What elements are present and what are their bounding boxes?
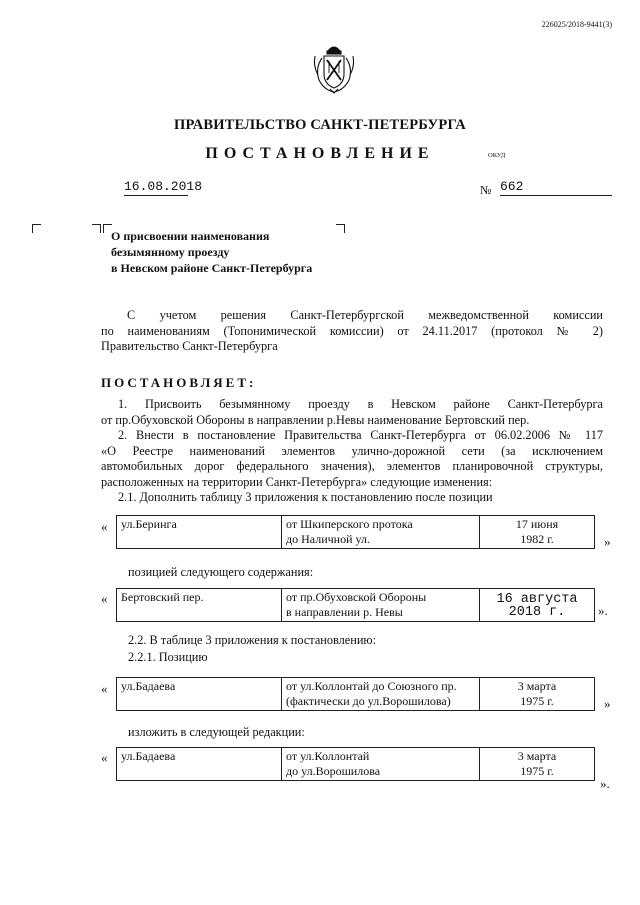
street-name-cell: ул.Бадаева: [117, 678, 282, 711]
corner-mark: [92, 224, 101, 233]
paragraph-line: автомобильных дорог федерального значения), элементов планировочной структуры,: [101, 459, 603, 473]
position-text: позицией следующего содержания:: [128, 565, 314, 579]
document-date: 16.08.2018: [124, 179, 203, 194]
table-row: [117, 516, 595, 549]
paragraph-line: 2.1. Дополнить таблицу 3 приложения к постановлению после позиции: [118, 490, 493, 504]
document-id: 226025/2018-9441(3): [541, 20, 612, 29]
subject-line: в Невском районе Санкт-Петербурга: [111, 261, 313, 275]
quote-open: «: [101, 750, 108, 765]
document-number: 662: [500, 179, 612, 196]
corner-mark: [32, 224, 41, 233]
street-name-cell: Бертовский пер.: [117, 589, 282, 622]
registry-table-bering: [116, 515, 595, 549]
paragraph-line: от пр.Обуховской Обороны в направлении р.Невы наименование Бертовский пер.: [101, 412, 530, 427]
resolves-heading: ПОСТАНОВЛЯЕТ:: [101, 375, 257, 390]
paragraph-line: 1. Присвоить безымянному проезду в Невском районе Санкт-Петербурга: [118, 397, 603, 411]
subject-line: О присвоении наименования: [111, 229, 270, 243]
registry-table-badaeva-new: [116, 747, 595, 781]
naming-date-cell: [480, 589, 595, 622]
paragraph-line: 2. Внести в постановление Правительства Санкт-Петербурга от 06.02.2006 № 117: [118, 428, 603, 442]
table-row: [117, 748, 595, 781]
street-name-cell: ул.Беринга: [117, 516, 282, 549]
quote-open: «: [101, 519, 108, 534]
table-row: [117, 589, 595, 622]
naming-date-cell: 3 марта 1975 г.: [480, 678, 595, 711]
naming-date-cell: 17 июня 1982 г.: [480, 516, 595, 549]
street-description-cell: от ул.Коллонтай до ул.Ворошилова: [282, 748, 480, 781]
government-title: ПРАВИТЕЛЬСТВО САНКТ-ПЕТЕРБУРГА: [174, 117, 466, 133]
paragraph-line: по наименованиям (Топонимической комиссии) от 24.11.2017 (протокол № 2): [101, 323, 603, 338]
subitem-2-2: 2.2. В таблице 3 приложения к постановлению:: [128, 633, 377, 647]
paragraph-line: Правительство Санкт-Петербурга: [101, 339, 278, 353]
stamped-date: 16 августа: [496, 592, 578, 607]
document-subject: [111, 228, 361, 276]
registry-table-bertovsky: [116, 588, 595, 622]
naming-date-cell: 3 марта 1975 г.: [480, 748, 595, 781]
subject-line: безымянному проезду: [111, 245, 230, 259]
number-sign: №: [480, 183, 492, 197]
street-description-cell: от пр.Обуховской Обороны в направлении р. Невы: [282, 589, 480, 622]
coat-of-arms-icon: [312, 42, 356, 94]
paragraph-line: С учетом решения Санкт-Петербургской межведомственной комиссии: [127, 308, 603, 322]
subitem-2-2-1: 2.2.1. Позицию: [128, 650, 208, 664]
quote-close: »: [604, 534, 611, 549]
stamped-year: 2018 г.: [508, 605, 566, 620]
okud-label: ОКУД: [488, 152, 506, 159]
street-name-cell: ул.Бадаева: [117, 748, 282, 781]
edit-text: изложить в следующей редакции:: [128, 725, 305, 739]
quote-open: «: [101, 591, 108, 606]
quote-close: »: [604, 696, 611, 711]
table-row: [117, 678, 595, 711]
registry-table-badaeva-old: [116, 677, 595, 711]
document-type: ПОСТАНОВЛЕНИЕ: [205, 145, 435, 162]
paragraph-line: расположенных на территории Санкт-Петербурга» следующие изменения:: [101, 474, 493, 489]
quote-close: ».: [598, 603, 608, 618]
street-description-cell: от Шкиперского протока до Наличной ул.: [282, 516, 480, 549]
resolution-items: [101, 397, 603, 506]
paragraph-line: «О Реестре наименований элементов улично-дорожной сети (за исключением: [101, 443, 603, 458]
quote-close: ».: [600, 776, 610, 791]
street-description-cell: от ул.Коллонтай до Союзного пр. (фактически до ул.Ворошилова): [282, 678, 480, 711]
quote-open: «: [101, 681, 108, 696]
intro-paragraph: [101, 308, 603, 355]
